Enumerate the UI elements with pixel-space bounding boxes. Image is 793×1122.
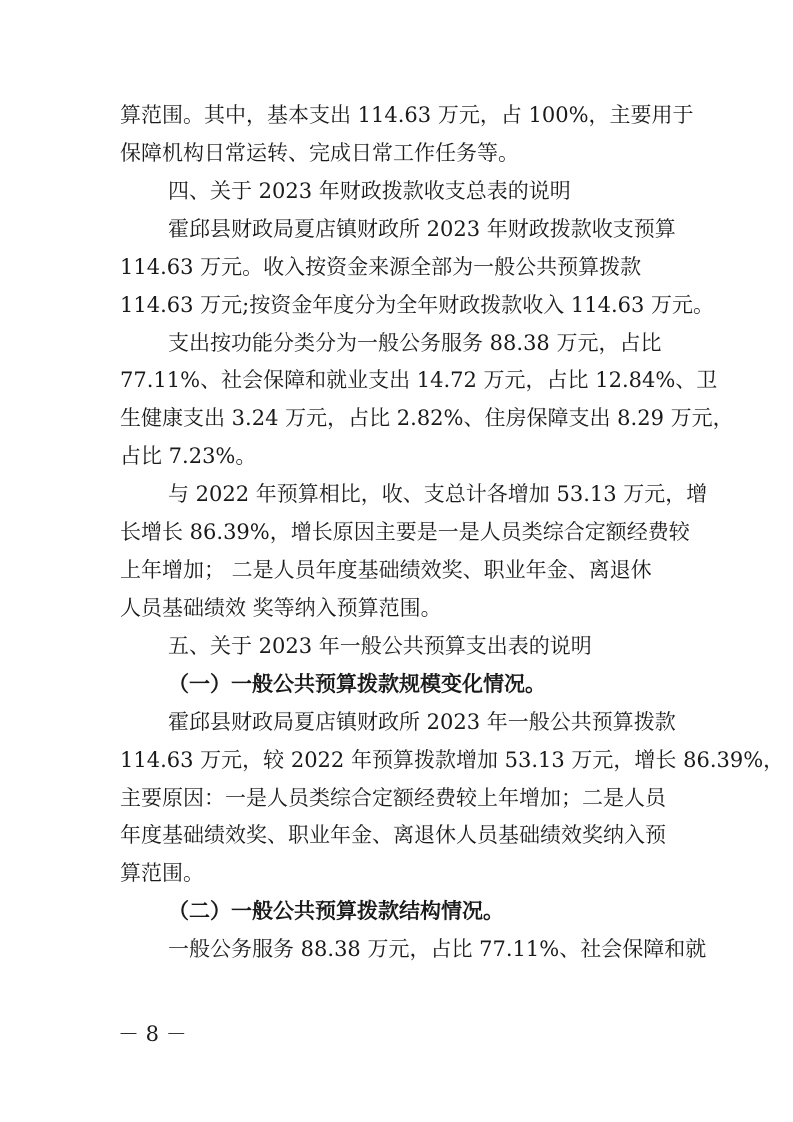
paragraph-line: 77.11%、社会保障和就业支出 14.72 万元，占比 12.84%、卫 (120, 368, 718, 392)
paragraph-line: 人员基础绩效 奖等纳入预算范围。 (120, 596, 442, 620)
subsection-heading: （一）一般公共预算拨款规模变化情况。 (168, 672, 546, 696)
paragraph-line: 主要原因：一是人员类综合定额经费较上年增加；二是人员 (120, 786, 666, 810)
paragraph-line: 与 2022 年预算相比，收、支总计各增加 53.13 万元，增 (168, 482, 708, 506)
page-number: － 8 － (118, 1022, 187, 1046)
paragraph-line: 年度基础绩效奖、职业年金、离退休人员基础绩效奖纳入预 (120, 823, 666, 847)
paragraph-line: 占比 7.23%。 (120, 444, 257, 468)
paragraph-line: 114.63 万元;按资金年度分为全年财政拨款收入 114.63 万元。 (120, 293, 715, 317)
section-heading: 四、关于 2023 年财政拨款收支总表的说明 (168, 179, 571, 203)
paragraph-line: 支出按功能分类分为一般公务服务 88.38 万元，占比 (168, 331, 662, 355)
paragraph-line: 保障机构日常运转、完成日常工作任务等。 (120, 141, 519, 165)
paragraph-line: 霍邱县财政局夏店镇财政所 2023 年财政拨款收支预算 (168, 217, 676, 241)
paragraph-line: 上年增加； 二是人员年度基础绩效奖、职业年金、离退休 (120, 558, 652, 582)
paragraph-line: 一般公务服务 88.38 万元，占比 77.11%、社会保障和就 (168, 937, 707, 961)
section-heading: 五、关于 2023 年一般公共预算支出表的说明 (168, 634, 592, 658)
paragraph-line: 算范围。其中，基本支出 114.63 万元，占 100%，主要用于 (120, 103, 694, 127)
paragraph-line: 114.63 万元。收入按资金来源全部为一般公共预算拨款 (120, 255, 642, 279)
paragraph-line: 114.63 万元，较 2022 年预算拨款增加 53.13 万元，增长 86.39%， (120, 748, 785, 772)
paragraph-line: 算范围。 (120, 861, 204, 885)
paragraph-line: 霍邱县财政局夏店镇财政所 2023 年一般公共预算拨款 (168, 710, 676, 734)
paragraph-line: 长增长 86.39%，增长原因主要是一是人员类综合定额经费较 (120, 520, 690, 544)
paragraph-line: 生健康支出 3.24 万元，占比 2.82%、住房保障支出 8.29 万元， (120, 406, 734, 430)
subsection-heading: （二）一般公共预算拨款结构情况。 (168, 899, 504, 923)
